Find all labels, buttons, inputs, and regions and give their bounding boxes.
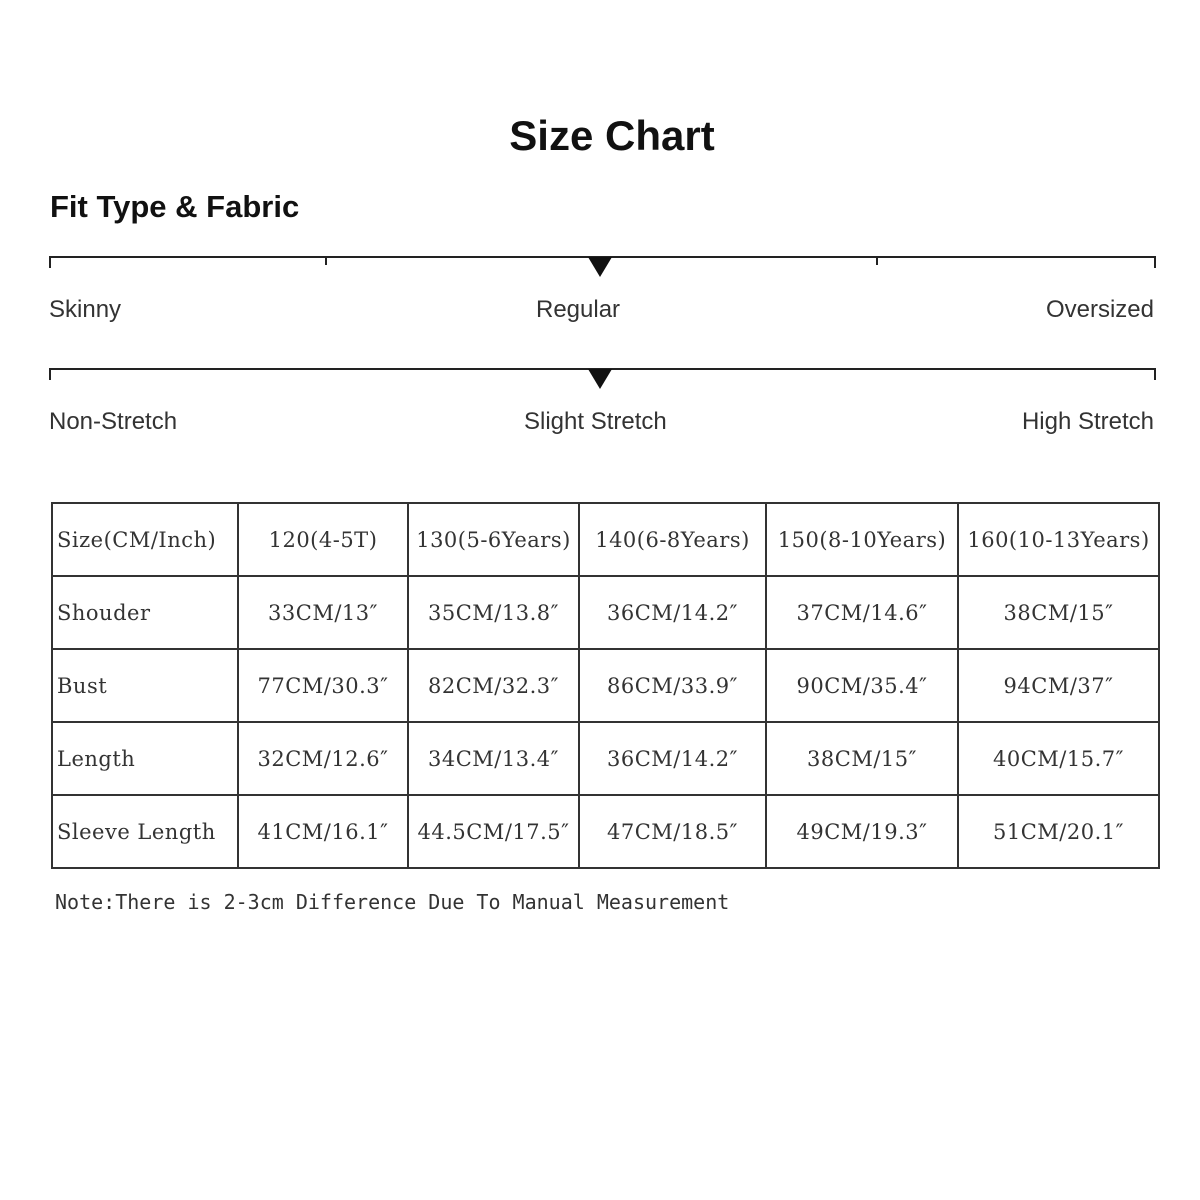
table-cell: 38CM/15″ bbox=[766, 722, 958, 795]
table-cell: 44.5CM/17.5″ bbox=[408, 795, 579, 868]
table-cell: 36CM/14.2″ bbox=[579, 722, 766, 795]
row-label-cell: Shouder bbox=[52, 576, 238, 649]
table-cell: 38CM/15″ bbox=[958, 576, 1159, 649]
header-cell: Size(CM/Inch) bbox=[52, 503, 238, 576]
table-cell: 35CM/13.8″ bbox=[408, 576, 579, 649]
table-cell: 40CM/15.7″ bbox=[958, 722, 1159, 795]
stretch-label-non-stretch: Non-Stretch bbox=[49, 408, 178, 435]
fit-label-regular: Regular bbox=[536, 296, 621, 323]
table-cell: 86CM/33.9″ bbox=[579, 649, 766, 722]
header-cell: 140(6-8Years) bbox=[579, 503, 766, 576]
table-header-row bbox=[52, 503, 1159, 576]
table-cell: 94CM/37″ bbox=[958, 649, 1159, 722]
table-cell: 32CM/12.6″ bbox=[238, 722, 408, 795]
scale-tick bbox=[49, 368, 51, 380]
stretch-label-slight-stretch: Slight Stretch bbox=[524, 408, 667, 435]
stretch-label-high-stretch: High Stretch bbox=[1021, 408, 1154, 435]
table-cell: 47CM/18.5″ bbox=[579, 795, 766, 868]
header-cell: 120(4-5T) bbox=[238, 503, 408, 576]
table-row bbox=[52, 722, 1159, 795]
row-label-cell: Sleeve Length bbox=[52, 795, 238, 868]
table-cell: 41CM/16.1″ bbox=[238, 795, 408, 868]
header-cell: 160(10-13Years) bbox=[958, 503, 1159, 576]
fit-selected-marker-icon bbox=[588, 257, 612, 277]
fit-label-oversized: Oversized bbox=[1045, 296, 1154, 323]
stretch-scale bbox=[49, 368, 1156, 382]
table-cell: 51CM/20.1″ bbox=[958, 795, 1159, 868]
table-cell: 82CM/32.3″ bbox=[408, 649, 579, 722]
row-label-cell: Bust bbox=[52, 649, 238, 722]
table-cell: 77CM/30.3″ bbox=[238, 649, 408, 722]
scale-tick bbox=[1154, 256, 1156, 268]
table-cell: 37CM/14.6″ bbox=[766, 576, 958, 649]
scale-tick bbox=[325, 256, 327, 265]
table-cell: 90CM/35.4″ bbox=[766, 649, 958, 722]
table-cell: 33CM/13″ bbox=[238, 576, 408, 649]
section-title: Fit Type & Fabric bbox=[50, 189, 300, 224]
stretch-selected-marker-icon bbox=[588, 369, 612, 389]
header-cell: 130(5-6Years) bbox=[408, 503, 579, 576]
scale-tick bbox=[1154, 368, 1156, 380]
page-title: Size Chart bbox=[509, 112, 715, 159]
row-label-cell: Length bbox=[52, 722, 238, 795]
table-row bbox=[52, 576, 1159, 649]
scale-tick bbox=[49, 256, 51, 268]
fit-type-scale bbox=[49, 256, 1156, 270]
table-row bbox=[52, 795, 1159, 868]
table-cell: 36CM/14.2″ bbox=[579, 576, 766, 649]
measurement-note: Note:There is 2-3cm Difference Due To Manual Measurement bbox=[55, 890, 730, 914]
header-cell: 150(8-10Years) bbox=[766, 503, 958, 576]
table-cell: 49CM/19.3″ bbox=[766, 795, 958, 868]
fit-label-skinny: Skinny bbox=[49, 296, 122, 323]
size-table bbox=[51, 502, 1160, 869]
table-cell: 34CM/13.4″ bbox=[408, 722, 579, 795]
table-row bbox=[52, 649, 1159, 722]
scale-tick bbox=[876, 256, 878, 265]
